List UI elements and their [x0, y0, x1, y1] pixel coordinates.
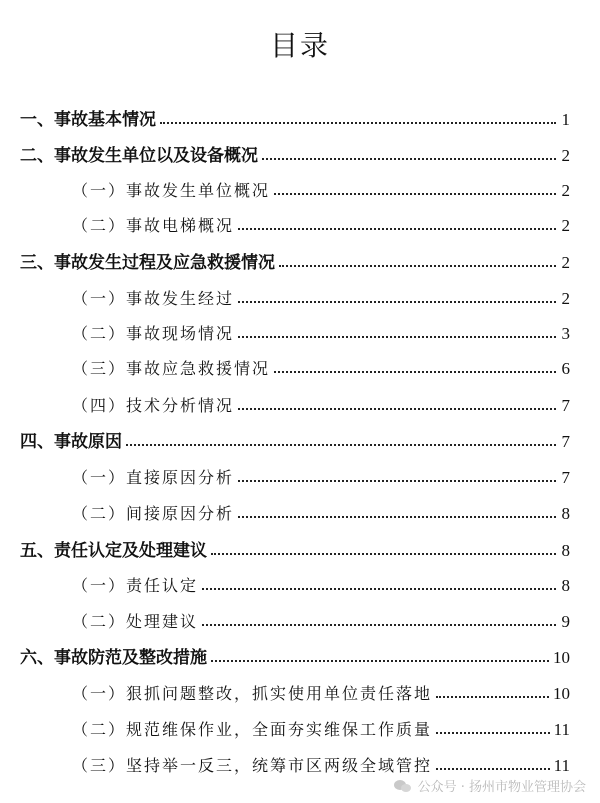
toc-page-number: 7 — [561, 396, 570, 415]
leader-dots — [262, 158, 556, 160]
toc-entry-label: （二）间接原因分析 — [72, 504, 235, 523]
toc-entry[interactable] — [72, 177, 570, 201]
toc-entry[interactable] — [72, 285, 570, 309]
toc-entry-label: （一）事故发生单位概况 — [72, 181, 271, 200]
toc-page-number: 11 — [553, 756, 570, 775]
toc-entry-label: （一）事故发生经过 — [72, 289, 235, 308]
toc-entry-label: （三）事故应急救援情况 — [72, 359, 271, 378]
toc-entry[interactable] — [72, 608, 570, 632]
toc-entry[interactable] — [72, 752, 570, 776]
toc-entry[interactable] — [20, 428, 570, 452]
toc-entry[interactable] — [20, 249, 570, 273]
toc-page-number: 10 — [553, 648, 570, 667]
toc-entry[interactable] — [20, 106, 570, 130]
toc-page-number: 2 — [561, 253, 570, 272]
leader-dots — [238, 408, 556, 410]
toc-entry[interactable] — [72, 320, 570, 344]
toc-page-number: 1 — [561, 110, 570, 129]
toc-entry-label: （二）事故电梯概况 — [72, 216, 235, 235]
page-title: 目录 — [269, 29, 330, 62]
toc-entry-label: 六、事故防范及整改措施 — [20, 648, 207, 668]
toc-entry-label: （三）坚持举一反三，统筹市区两级全域管控 — [72, 756, 433, 775]
toc-entry-label: （二）处理建议 — [72, 612, 199, 631]
toc-page-number: 8 — [561, 541, 570, 560]
watermark-text: 公众号 · 扬州市物业管理协会 — [417, 780, 586, 795]
toc-entry[interactable] — [72, 572, 570, 596]
toc-page-number: 8 — [561, 576, 570, 595]
toc-page-number: 7 — [561, 468, 570, 487]
toc-entry[interactable] — [72, 680, 570, 704]
toc-entry-label: （二）规范维保作业，全面夯实维保工作质量 — [72, 720, 433, 739]
toc-entry[interactable] — [20, 537, 570, 561]
toc-page-number: 2 — [561, 181, 570, 200]
leader-dots — [211, 553, 556, 555]
leader-dots — [160, 122, 556, 124]
toc-page-number: 10 — [553, 684, 570, 703]
leader-dots — [279, 265, 556, 267]
leader-dots — [238, 228, 556, 230]
leader-dots — [274, 193, 556, 195]
leader-dots — [126, 444, 556, 446]
toc-page-number: 7 — [561, 432, 570, 451]
toc-entry-label: 二、事故发生单位以及设备概况 — [20, 146, 258, 166]
leader-dots — [238, 301, 556, 303]
toc-page-number: 2 — [561, 216, 570, 235]
leader-dots — [436, 732, 550, 734]
toc-entry-label: （二）事故现场情况 — [72, 324, 235, 343]
toc-entry[interactable] — [72, 500, 570, 524]
toc-entry-label: （四）技术分析情况 — [72, 396, 235, 415]
leader-dots — [238, 516, 556, 518]
toc-entry-label: （一）责任认定 — [72, 576, 199, 595]
wechat-icon — [394, 779, 412, 793]
toc-entry-label: 五、责任认定及处理建议 — [20, 541, 207, 561]
toc-entry-label: 四、事故原因 — [20, 432, 122, 452]
leader-dots — [238, 336, 556, 338]
toc-page-number: 6 — [561, 359, 570, 378]
watermark — [394, 776, 586, 795]
toc-page-number: 11 — [553, 720, 570, 739]
toc-page-number: 3 — [561, 324, 570, 343]
toc-page-number: 2 — [561, 146, 570, 165]
leader-dots — [238, 480, 556, 482]
leader-dots — [274, 371, 556, 373]
toc-entry[interactable] — [20, 644, 570, 668]
leader-dots — [211, 660, 549, 662]
toc-entry-label: 一、事故基本情况 — [20, 110, 156, 130]
toc-entry[interactable] — [72, 212, 570, 236]
toc-entry-label: （一）直接原因分析 — [72, 468, 235, 487]
leader-dots — [202, 624, 556, 626]
toc-page-number: 9 — [561, 612, 570, 631]
toc-page-number: 8 — [561, 504, 570, 523]
leader-dots — [202, 588, 556, 590]
toc-entry[interactable] — [72, 464, 570, 488]
toc-entry[interactable] — [20, 142, 570, 166]
leader-dots — [436, 696, 549, 698]
toc-entry[interactable] — [72, 392, 570, 416]
toc-entry-label: 三、事故发生过程及应急救援情况 — [20, 253, 275, 273]
toc-entry[interactable] — [72, 355, 570, 379]
toc-entry-label: （一）狠抓问题整改，抓实使用单位责任落地 — [72, 684, 433, 703]
toc-entry[interactable] — [72, 716, 570, 740]
toc-page-number: 2 — [561, 289, 570, 308]
leader-dots — [436, 768, 550, 770]
